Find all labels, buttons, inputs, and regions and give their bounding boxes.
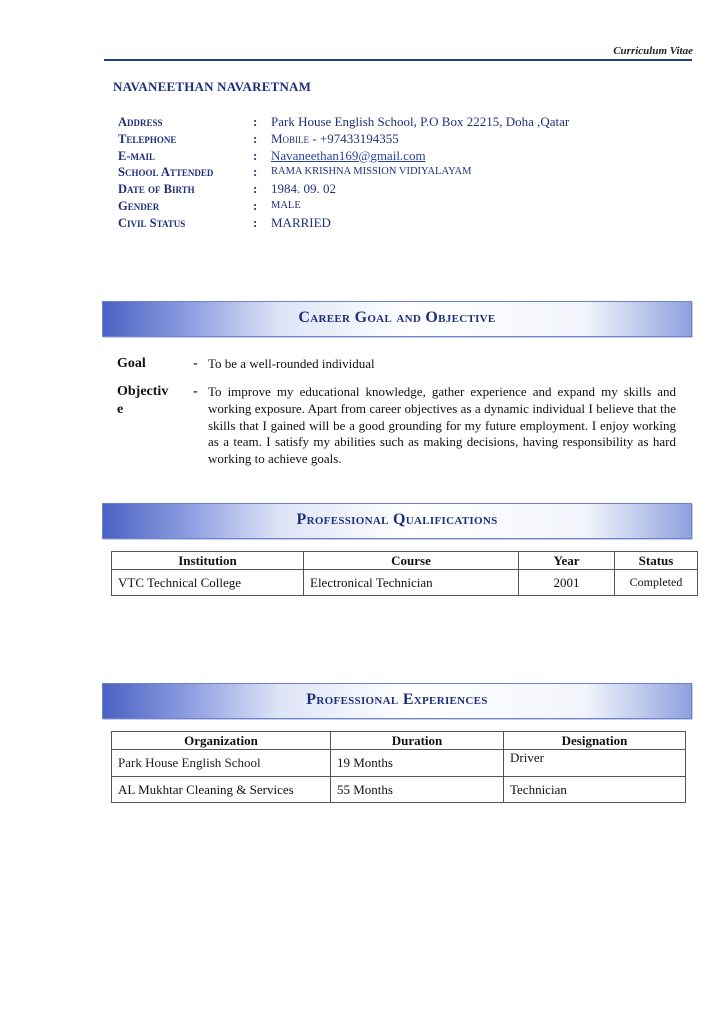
info-row-dob [118, 181, 698, 198]
table-cell: 2001 [519, 570, 615, 596]
column-header: Duration [331, 732, 504, 750]
info-row-school [118, 164, 698, 181]
experiences-table [111, 731, 686, 803]
info-row-civil-status [118, 215, 698, 232]
objective-label-wrap: e [117, 402, 124, 417]
column-header: Institution [112, 552, 304, 570]
table-cell: Park House English School [112, 750, 331, 777]
document-title: Curriculum Vitae [613, 45, 693, 57]
section-band-qualifications [102, 503, 692, 539]
table-header-row [112, 552, 698, 570]
section-band-experiences [102, 683, 692, 719]
column-header: Year [519, 552, 615, 570]
table-header-row [112, 732, 686, 750]
table-row [112, 750, 686, 777]
table-cell: Technician [504, 777, 686, 803]
section-heading-career: Career Goal and Objective [298, 309, 496, 326]
table-row [112, 570, 698, 596]
goal-text: To be a well-rounded individual [208, 356, 375, 371]
personal-info [118, 114, 698, 232]
info-value-civil-status: MARRIED [271, 214, 331, 230]
info-row-email [118, 148, 698, 165]
info-value-gender: MALE [271, 199, 301, 211]
table-cell: Electronical Technician [304, 570, 519, 596]
info-colon: : [253, 197, 258, 213]
info-label: Gender [118, 198, 160, 213]
column-header: Course [304, 552, 519, 570]
info-colon: : [253, 214, 258, 230]
info-value-dob: 1984. 09. 02 [271, 181, 336, 197]
table-cell: Completed [615, 570, 698, 596]
column-header: Status [615, 552, 698, 570]
candidate-name: NAVANEETHAN NAVARETNAM [113, 79, 312, 94]
qualifications-table [111, 551, 698, 596]
section-band-career [102, 301, 692, 337]
table-cell: Driver [504, 750, 686, 777]
info-label: Address [118, 115, 163, 129]
objective-dash: - [193, 384, 198, 399]
info-value-telephone [271, 131, 399, 147]
table-cell: 19 Months [331, 750, 504, 777]
info-colon: : [253, 130, 258, 146]
table-cell: AL Mukhtar Cleaning & Services [112, 777, 331, 803]
info-colon: : [253, 181, 258, 197]
info-colon: : [253, 164, 258, 180]
header-rule [104, 59, 692, 61]
info-value-school: RAMA KRISHNA MISSION VIDIYALAYAM [271, 166, 472, 178]
goal-dash: - [193, 356, 198, 371]
email-link[interactable]: Navaneethan169@gmail.com [271, 147, 426, 163]
info-row-telephone [118, 131, 698, 148]
info-value-address: Park House English School, P.O Box 22215, Doha ,Qatar [271, 114, 570, 129]
goal-label: Goal [117, 356, 146, 371]
objective-label: Objectiv [117, 384, 169, 399]
info-row-gender [118, 198, 698, 215]
info-colon: : [253, 147, 258, 163]
section-heading-qualifications: Professional Qualifications [296, 511, 498, 528]
section-heading-experiences: Professional Experiences [306, 691, 488, 708]
info-label: Civil Status [118, 215, 186, 230]
info-label: Date of Birth [118, 182, 195, 197]
table-row [112, 777, 686, 803]
info-label: Telephone [118, 131, 177, 146]
info-label: E-mail [118, 148, 155, 163]
info-row-address [118, 114, 698, 131]
info-colon: : [253, 114, 258, 129]
table-cell: 55 Months [331, 777, 504, 803]
column-header: Organization [112, 732, 331, 750]
mobile-prefix: Mobile [271, 130, 310, 146]
column-header: Designation [504, 732, 686, 750]
objective-text: To improve my educational knowledge, gather experience and expand my skills and working exposure. Apart from career objectives as a dynamic individual I believe that the skills that I gained will be a good grounding for my future employment. I enjoy working as a team. I satisfy my abilities such as making decisions, having responsibility as hard working to achieve goals. [208, 384, 676, 467]
info-label: School Attended [118, 165, 214, 180]
phone-number: - +97433194355 [309, 130, 399, 146]
table-cell: VTC Technical College [112, 570, 304, 596]
